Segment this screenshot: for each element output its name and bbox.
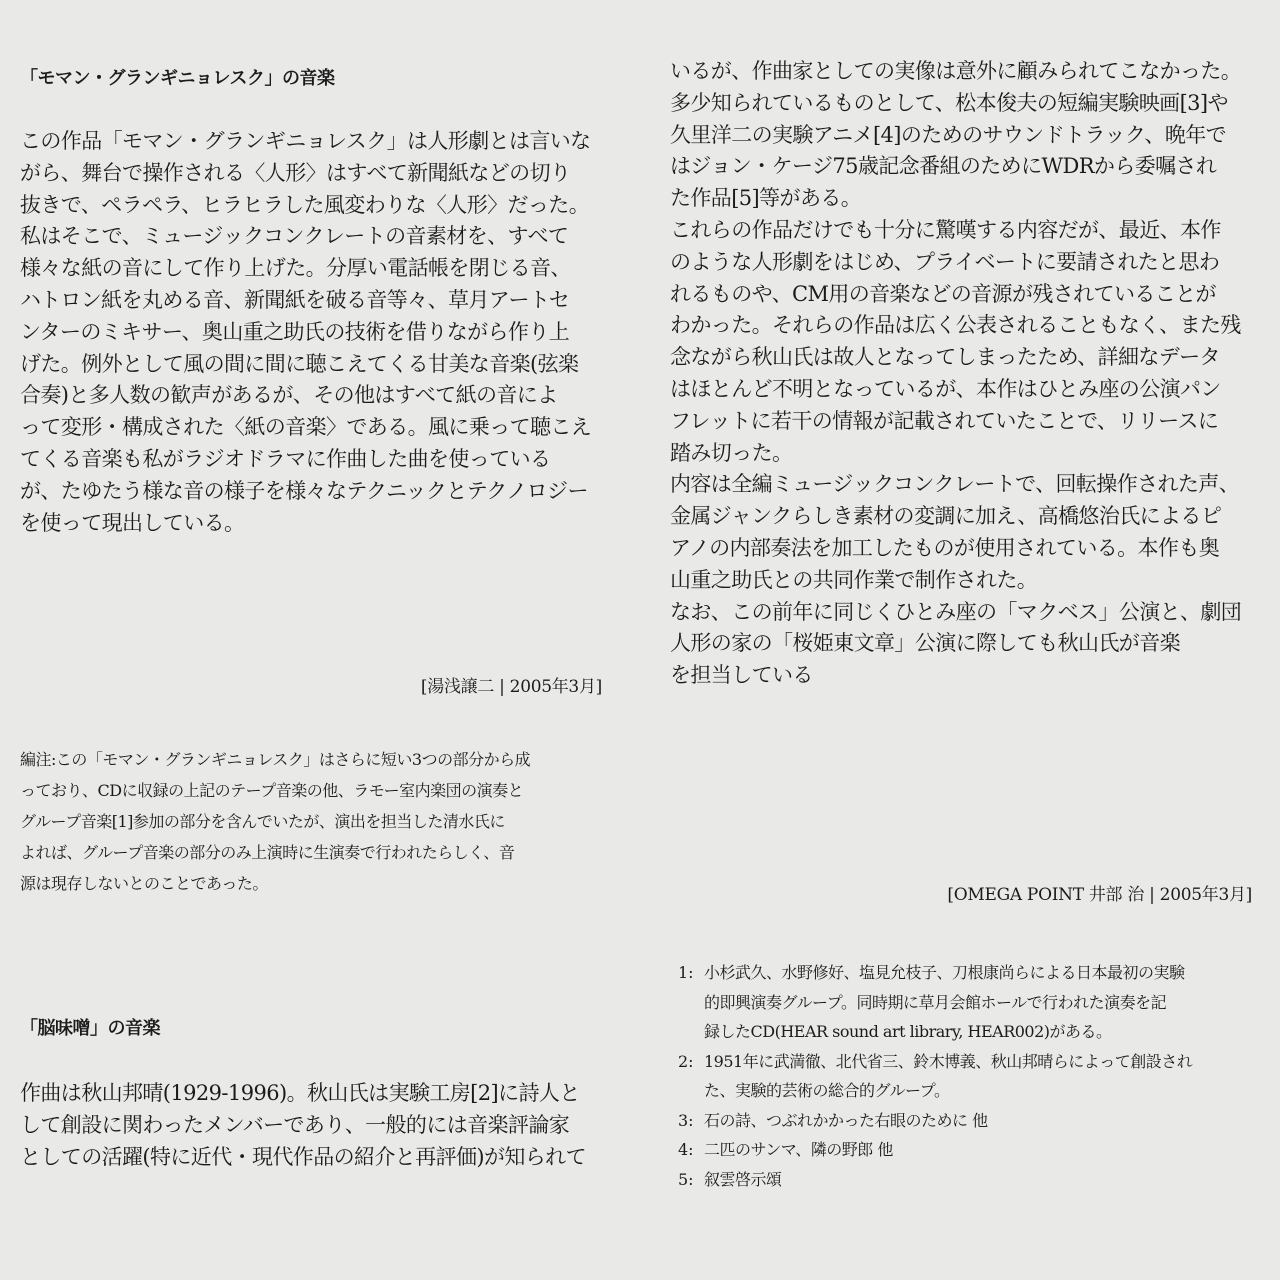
text-line: 山重之助氏との共同作業で制作された。 [670, 567, 1038, 592]
footnote-line: 的即興演奏グループ。同時期に草月会館ホールで行われた演奏を記 [704, 992, 1167, 1012]
text-line: はジョン・ケージ75歳記念番組のためにWDRから委嘱され [670, 154, 1217, 179]
text-line: がら、舞台で操作される〈人形〉はすべて新聞紙などの切り [20, 160, 571, 185]
text-line: 抜きで、ペラペラ、ヒラヒラした風変わりな〈人形〉だった。 [20, 192, 590, 217]
text-line: はほとんど不明となっているが、本作はひとみ座の公演パン [670, 376, 1221, 401]
note-line: 編注:この「モマン・グランギニョレスク」はさらに短い3つの部分から成 [20, 750, 531, 769]
footnote-4 [678, 1135, 1258, 1165]
note-line: っており、CDに収録の上記のテープ音楽の他、ラモー室内楽団の演奏と [20, 781, 524, 800]
text-line: れるものや、CM用の音楽などの音源が残されていることが [670, 281, 1216, 306]
text-line: なお、この前年に同じくひとみ座の「マクベス」公演と、劇団 [670, 599, 1242, 624]
text-line: 金属ジャンクらしき素材の変調に加え、高橋悠治氏によるピ [670, 504, 1222, 529]
text-line: てくる音楽も私がラジオドラマに作曲した曲を使っている [20, 446, 551, 471]
footnote-3 [678, 1106, 1258, 1136]
note-line: よれば、グループ音楽の部分のみ上演時に生演奏で行われたらしく、音 [20, 843, 515, 862]
text-line: わかった。それらの作品は広く公表されることもなく、また残 [670, 313, 1241, 338]
text-line: 久里洋二の実験アニメ[4]のためのサウンドトラック、晩年で [670, 122, 1227, 147]
note-line: 源は現存しないとのことであった。 [20, 874, 268, 893]
text-line: 多少知られているものとして、松本俊夫の短編実験映画[3]や [670, 90, 1228, 115]
section-body-nomiso-continued [670, 56, 1260, 692]
section-body-moment [20, 126, 610, 539]
text-line: を使って現出している。 [20, 510, 245, 535]
text-line: としての活躍(特に近代・現代作品の紹介と再評価)が知られて [20, 1144, 586, 1169]
text-line: た作品[5]等がある。 [670, 186, 862, 211]
footnote-line: た、実験的芸術の総合的グループ。 [704, 1081, 950, 1100]
section-heading-moment: 「モマン・グランギニョレスク」の音楽 [20, 68, 335, 89]
footnote-number: 1: [678, 963, 694, 982]
footnote-2 [678, 1047, 1258, 1106]
footnote-line: 二匹のサンマ、隣の野郎 他 [704, 1140, 893, 1159]
footnote-number: 2: [678, 1051, 694, 1071]
footnotes [678, 958, 1258, 1194]
footnote-number: 4: [678, 1140, 694, 1159]
text-line: を担当している [670, 663, 813, 688]
text-line: ハトロン紙を丸める音、新聞紙を破る音等々、草月アートセ [20, 287, 570, 312]
note-line: グループ音楽[1]参加の部分を含んでいたが、演出を担当した清水氏に [20, 812, 505, 831]
footnote-1 [678, 958, 1258, 1047]
section-body-nomiso [20, 1078, 610, 1173]
footnote-5 [678, 1165, 1258, 1195]
footnote-line: 叙雲啓示頌 [704, 1169, 782, 1189]
text-line: して創設に関わったメンバーであり、一般的には音楽評論家 [20, 1112, 570, 1137]
footnote-number: 3: [678, 1110, 694, 1130]
text-line: 人形の家の「桜姫東文章」公演に際しても秋山氏が音楽 [670, 631, 1180, 656]
text-line: 作曲は秋山邦晴(1929-1996)。秋山氏は実験工房[2]に詩人と [20, 1081, 580, 1105]
footnote-line: 1951年に武満徹、北代省三、鈴木博義、秋山邦晴らによって創設され [704, 1051, 1193, 1071]
text-line: 踏み切った。 [670, 440, 793, 465]
text-line: って変形・構成された〈紙の音楽〉である。風に乗って聴こえ [20, 415, 592, 440]
footnote-line: 小杉武久、水野修好、塩見允枝子、刀根康尚らによる日本最初の実験 [704, 963, 1185, 982]
attribution-yuasa: [湯浅譲二 | 2005年3月] [420, 677, 602, 697]
text-line: 念ながら秋山氏は故人となってしまったため、詳細なデータ [670, 345, 1220, 370]
text-line: 内容は全編ミュージックコンクレートで、回転操作された声、 [670, 472, 1240, 497]
text-line: アノの内部奏法を加工したものが使用されている。本作も奥 [670, 535, 1220, 560]
text-line: 合奏)と多人数の歓声があるが、その他はすべて紙の音によ [20, 383, 558, 408]
editor-note [20, 744, 610, 899]
attribution-ibe: [OMEGA POINT 井部 治 | 2005年3月] [947, 885, 1252, 905]
text-line: いるが、作曲家としての実像は意外に顧みられてこなかった。 [670, 59, 1242, 83]
text-line: フレットに若干の情報が記載されていたことで、リリースに [670, 408, 1219, 433]
footnote-line: 石の詩、つぶれかかった右眼のために 他 [704, 1110, 988, 1130]
text-line: 私はそこで、ミュージックコンクレートの音素材を、すべて [20, 224, 569, 249]
text-line: ンターのミキサー、奥山重之助氏の技術を借りながら作り上 [20, 319, 570, 344]
section-heading-nomiso: 「脳味噌」の音楽 [20, 1018, 160, 1039]
text-line: 様々な紙の音にして作り上げた。分厚い電話帳を閉じる音、 [20, 256, 571, 281]
text-line: のような人形劇をはじめ、プライベートに要請されたと思わ [670, 249, 1220, 274]
footnote-line: 録したCD(HEAR sound art library, HEAR002)がある。 [704, 1022, 1112, 1041]
text-line: これらの作品だけでも十分に驚嘆する内容だが、最近、本作 [670, 217, 1221, 242]
text-line: げた。例外として風の間に間に聴こえてくる甘美な音楽(弦楽 [20, 351, 579, 376]
text-line: この作品「モマン・グランギニョレスク」は人形劇とは言いな [20, 129, 591, 153]
text-line: が、たゆたう様な音の様子を様々なテクニックとテクノロジー [20, 478, 588, 503]
footnote-number: 5: [678, 1169, 694, 1189]
